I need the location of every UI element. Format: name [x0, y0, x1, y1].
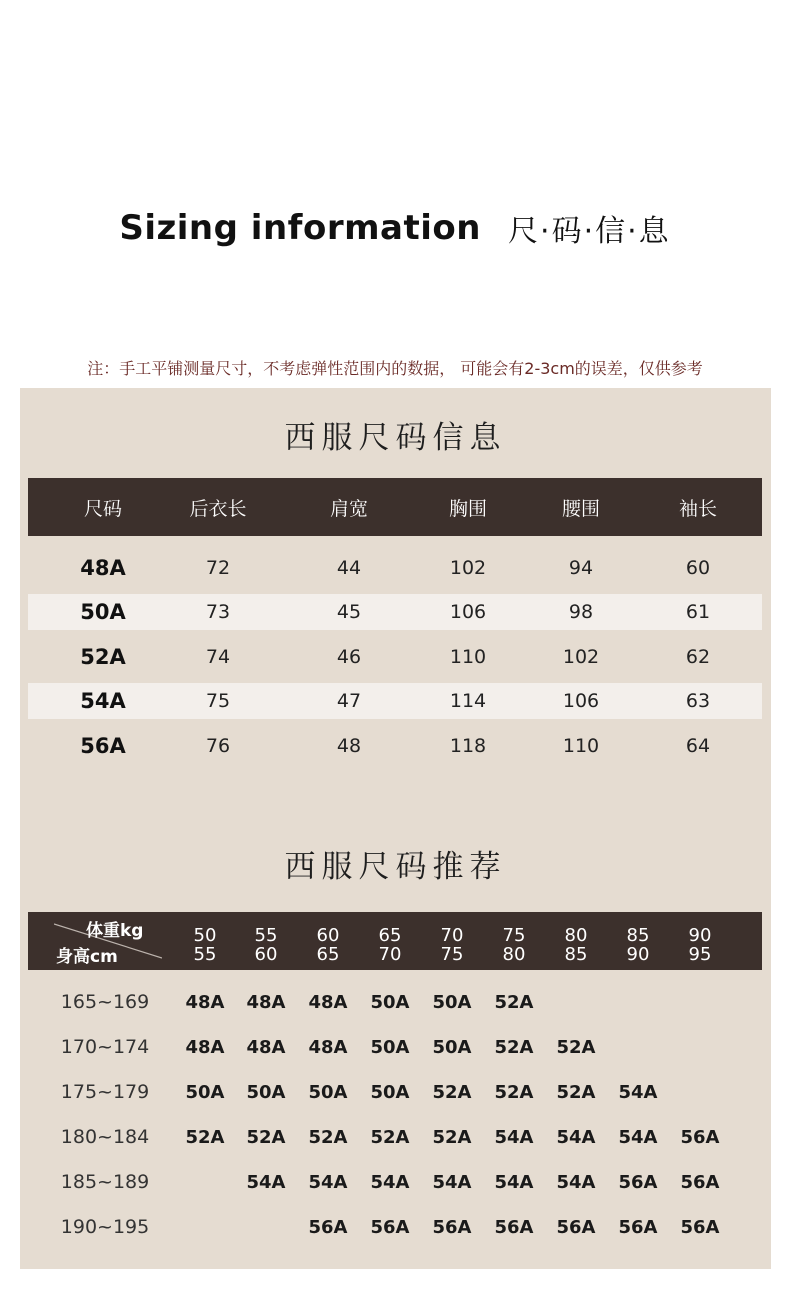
page-title	[0, 206, 790, 250]
recommended-size-cell: 52A	[370, 1126, 410, 1148]
recommended-size-cell: 52A	[185, 1126, 225, 1148]
recommended-size-cell: 56A	[556, 1216, 596, 1238]
weight-range-value: 75	[440, 944, 464, 965]
weight-range-header	[424, 926, 480, 964]
measurement-cell: 76	[205, 735, 231, 757]
weight-range-value: 90	[688, 925, 712, 946]
measurement-cell: 74	[205, 646, 231, 668]
recommended-size-cell: 48A	[308, 1036, 348, 1058]
recommended-size-cell: 54A	[308, 1171, 348, 1193]
height-range-cell: 180~184	[60, 1126, 150, 1148]
recommendation-row	[28, 1117, 762, 1157]
measurement-cell: 110	[449, 646, 487, 668]
size-code-cell: 50A	[80, 600, 126, 624]
recommended-size-cell: 50A	[308, 1081, 348, 1103]
size-header-cell: 后衣长	[189, 497, 247, 520]
recommended-size-cell: 54A	[556, 1126, 596, 1148]
title-english: Sizing information	[119, 208, 481, 248]
size-table-row	[28, 728, 762, 764]
recommended-size-cell: 56A	[618, 1216, 658, 1238]
measurement-cell: 47	[336, 690, 362, 712]
weight-range-header	[362, 926, 418, 964]
weight-range-value: 65	[378, 925, 402, 946]
recommended-size-cell: 50A	[370, 991, 410, 1013]
measurement-cell: 110	[562, 735, 600, 757]
recommended-size-cell	[177, 1207, 233, 1247]
recommended-size-cell: 54A	[246, 1171, 286, 1193]
weight-range-value: 55	[254, 925, 278, 946]
title-chinese: 尺·码·信·息	[508, 214, 671, 249]
recommended-size-cell: 50A	[246, 1081, 286, 1103]
height-range-cell: 175~179	[60, 1081, 150, 1103]
size-header-cell: 尺码	[83, 497, 122, 520]
recommended-size-cell	[238, 1207, 294, 1247]
weight-range-value: 60	[316, 925, 340, 946]
height-range-cell: 170~174	[60, 1036, 150, 1058]
recommended-size-cell: 52A	[246, 1126, 286, 1148]
weight-range-value: 70	[378, 944, 402, 965]
recommended-size-cell: 56A	[494, 1216, 534, 1238]
recommended-size-cell	[610, 1027, 666, 1067]
recommended-size-cell	[548, 982, 604, 1022]
size-header-cell: 胸围	[448, 497, 487, 520]
recommendation-row	[28, 1072, 762, 1112]
weight-range-header	[238, 926, 294, 964]
recommended-size-cell: 50A	[185, 1081, 225, 1103]
size-header-cell: 腰围	[561, 497, 600, 520]
recommended-size-cell: 54A	[618, 1081, 658, 1103]
measurement-cell: 98	[568, 601, 594, 623]
recommendation-table-header	[28, 912, 762, 970]
recommended-size-cell: 52A	[432, 1126, 472, 1148]
measurement-cell: 114	[449, 690, 487, 712]
size-header-cell: 肩宽	[329, 497, 368, 520]
measurement-cell: 102	[562, 646, 600, 668]
size-header-cell: 袖长	[678, 497, 717, 520]
recommended-size-cell: 56A	[370, 1216, 410, 1238]
weight-range-value: 95	[688, 944, 712, 965]
height-range-cell: 165~169	[60, 991, 150, 1013]
weight-range-value: 90	[626, 944, 650, 965]
recommended-size-cell: 56A	[680, 1126, 720, 1148]
height-axis-label: 身高cm	[56, 947, 118, 967]
size-table-row	[28, 683, 762, 719]
size-table-row	[28, 639, 762, 675]
recommended-size-cell: 56A	[308, 1216, 348, 1238]
recommended-size-cell: 52A	[494, 991, 534, 1013]
weight-range-header	[486, 926, 542, 964]
weight-range-value: 85	[626, 925, 650, 946]
recommended-size-cell: 48A	[246, 1036, 286, 1058]
recommended-size-cell: 50A	[432, 1036, 472, 1058]
size-table-title: 西服尺码信息	[284, 420, 507, 456]
weight-range-value: 70	[440, 925, 464, 946]
size-table-row	[28, 594, 762, 630]
recommended-size-cell: 54A	[370, 1171, 410, 1193]
recommended-size-cell: 48A	[185, 1036, 225, 1058]
measurement-cell: 102	[449, 557, 487, 579]
weight-range-value: 50	[193, 925, 217, 946]
recommended-size-cell	[610, 982, 666, 1022]
size-panel	[20, 388, 771, 1269]
size-code-cell: 52A	[80, 645, 126, 669]
recommended-size-cell: 52A	[432, 1081, 472, 1103]
recommended-size-cell: 54A	[494, 1171, 534, 1193]
height-range-cell: 190~195	[60, 1216, 150, 1238]
measurement-cell: 63	[685, 690, 711, 712]
size-code-cell: 56A	[80, 734, 126, 758]
recommended-size-cell: 54A	[618, 1126, 658, 1148]
recommendation-row	[28, 1207, 762, 1247]
measurement-cell: 73	[205, 601, 231, 623]
weight-range-header	[610, 926, 666, 964]
recommendation-row	[28, 982, 762, 1022]
measurement-cell: 45	[336, 601, 362, 623]
recommended-size-cell: 56A	[680, 1216, 720, 1238]
recommended-size-cell: 48A	[185, 991, 225, 1013]
recommended-size-cell: 54A	[494, 1126, 534, 1148]
recommended-size-cell: 48A	[308, 991, 348, 1013]
recommended-size-cell: 50A	[370, 1081, 410, 1103]
recommended-size-cell: 56A	[432, 1216, 472, 1238]
measurement-cell: 75	[205, 690, 231, 712]
recommended-size-cell: 56A	[680, 1171, 720, 1193]
measurement-cell: 106	[562, 690, 600, 712]
recommended-size-cell	[672, 1027, 728, 1067]
size-code-cell: 48A	[80, 556, 126, 580]
weight-range-header	[177, 926, 233, 964]
weight-range-value: 85	[564, 944, 588, 965]
weight-range-header	[672, 926, 728, 964]
weight-range-value: 80	[564, 925, 588, 946]
weight-range-header	[300, 926, 356, 964]
weight-range-value: 65	[316, 944, 340, 965]
recommended-size-cell	[672, 982, 728, 1022]
measurement-cell: 46	[336, 646, 362, 668]
measurement-cell: 62	[685, 646, 711, 668]
weight-range-value: 60	[254, 944, 278, 965]
recommended-size-cell: 52A	[494, 1081, 534, 1103]
recommendation-row	[28, 1027, 762, 1067]
recommended-size-cell: 52A	[556, 1036, 596, 1058]
weight-range-value: 55	[193, 944, 217, 965]
recommendation-table-title: 西服尺码推荐	[284, 849, 507, 885]
recommended-size-cell	[672, 1072, 728, 1112]
measurement-cell: 106	[449, 601, 487, 623]
measurement-cell: 48	[336, 735, 362, 757]
weight-range-value: 75	[502, 925, 526, 946]
weight-range-header	[548, 926, 604, 964]
recommended-size-cell: 54A	[432, 1171, 472, 1193]
height-range-cell: 185~189	[60, 1171, 150, 1193]
recommended-size-cell: 52A	[308, 1126, 348, 1148]
recommended-size-cell: 52A	[494, 1036, 534, 1058]
measurement-cell: 118	[449, 735, 487, 757]
measurement-cell: 72	[205, 557, 231, 579]
weight-axis-label: 体重kg	[86, 921, 144, 941]
measurement-note: 注：手工平铺测量尺寸，不考虑弹性范围内的数据， 可能会有2-3cm的误差，仅供参考	[87, 359, 703, 378]
recommended-size-cell	[177, 1162, 233, 1202]
measurement-cell: 44	[336, 557, 362, 579]
size-code-cell: 54A	[80, 689, 126, 713]
recommended-size-cell: 50A	[370, 1036, 410, 1058]
recommended-size-cell: 56A	[618, 1171, 658, 1193]
size-table-row	[28, 550, 762, 586]
recommended-size-cell: 48A	[246, 991, 286, 1013]
measurement-cell: 60	[685, 557, 711, 579]
measurement-cell: 61	[685, 601, 711, 623]
recommended-size-cell: 52A	[556, 1081, 596, 1103]
size-table-header	[28, 478, 762, 536]
measurement-cell: 94	[568, 557, 594, 579]
recommended-size-cell: 50A	[432, 991, 472, 1013]
measurement-cell: 64	[685, 735, 711, 757]
recommended-size-cell: 54A	[556, 1171, 596, 1193]
recommendation-row	[28, 1162, 762, 1202]
weight-range-value: 80	[502, 944, 526, 965]
